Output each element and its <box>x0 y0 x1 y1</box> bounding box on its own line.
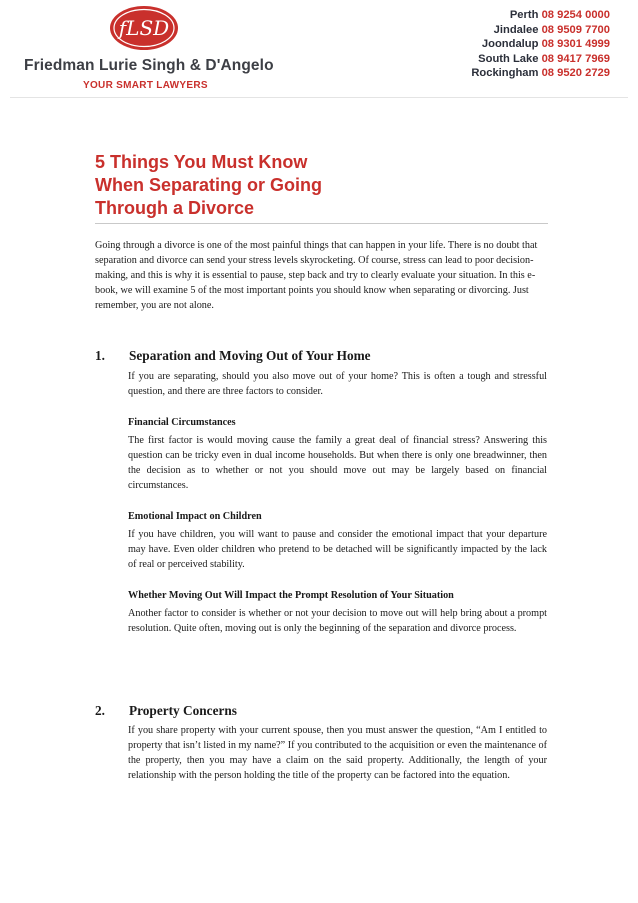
office-joondalup <box>471 37 610 52</box>
section-heading <box>95 703 547 719</box>
office-phone: 08 9520 2729 <box>541 67 610 80</box>
section-moving-out <box>95 348 547 636</box>
subsection-body: The first factor is would moving cause the family a great deal of financial stress? Answering this question can be tricky even in dual income households. But when there is only one breadwinner, then the decision as to whether or not you should move out may be largely based on financial circumstances. <box>128 435 547 491</box>
office-phone: 08 9509 7700 <box>541 23 610 36</box>
office-perth <box>471 8 610 23</box>
office-name: South Lake <box>478 52 539 65</box>
section-number: 2. <box>95 703 105 718</box>
title-line: Through a Divorce <box>95 198 255 218</box>
office-name: Rockingham <box>471 67 539 80</box>
section-body: If you are separating, should you also move out of your home? This is often a tough and stressful question, and there are three factors to consider. <box>128 371 547 397</box>
office-name: Jindalee <box>493 23 539 36</box>
section-content <box>128 723 547 783</box>
page-header <box>0 0 638 100</box>
firm-name: Friedman Lurie Singh & D'Angelo <box>24 57 274 74</box>
subsection-heading: Whether Moving Out Will Impact the Prompt Resolution of Your Situation <box>128 590 454 601</box>
office-phone-list <box>471 8 610 81</box>
office-name: Perth <box>509 9 539 21</box>
office-phone: 08 9301 4999 <box>541 38 610 51</box>
title-line: 5 Things You Must Know <box>95 152 308 172</box>
office-phone: 08 9254 0000 <box>541 9 610 21</box>
section-heading <box>95 348 547 364</box>
office-phone: 08 9417 7969 <box>541 52 610 65</box>
section-property <box>95 703 547 783</box>
section-content <box>128 369 547 636</box>
document-title <box>95 151 322 220</box>
office-name: Joondalup <box>481 38 539 51</box>
title-line: When Separating or Going <box>95 175 323 195</box>
section-title: Separation and Moving Out of Your Home <box>129 348 371 363</box>
office-rockingham <box>471 66 610 81</box>
subsection-heading: Financial Circumstances <box>128 417 236 428</box>
header-divider <box>10 97 628 98</box>
office-south-lake <box>471 52 610 67</box>
section-title: Property Concerns <box>129 703 237 718</box>
subsection-heading: Emotional Impact on Children <box>128 511 262 522</box>
firm-tagline: YOUR SMART LAWYERS <box>83 80 208 91</box>
intro-paragraph: Going through a divorce is one of the most painful things that can happen in your life. There is no doubt that separation and divorce can send your stress levels skyrocketing. Of course, stress can lead to poor decision-making, and this is why it is essential to pause, step back and try to clearly evaluate your situation. In this e-book, we will examine 5 of the most important points you should know when separating or divorcing. Just remember, you are not alone. <box>95 240 538 311</box>
logo-monogram: fLSD <box>118 16 170 40</box>
subsection-body: Another factor to consider is whether or not your decision to move out will help bring about a prompt resolution. Quite often, moving out is only the beginning of the separation and divorce process. <box>128 608 547 634</box>
section-body: If you share property with your current spouse, then you must answer the question, “Am I entitled to property that isn’t listed in my name?” If you contributed to the acquisition or even the maintenance of the property, then you may have a claim on the said property. Additionally, the length of your relationship with the person holding the title of the property can be factored into the equation. <box>128 725 547 781</box>
firm-logo <box>108 4 180 52</box>
section-number: 1. <box>95 348 105 363</box>
title-divider <box>95 223 548 224</box>
office-jindalee <box>471 23 610 38</box>
subsection-body: If you have children, you will want to pause and consider the emotional impact that your departure may have. Even older children who pretend to be detached will be significantly impacted by the lack of real or perceived stability. <box>128 529 547 570</box>
